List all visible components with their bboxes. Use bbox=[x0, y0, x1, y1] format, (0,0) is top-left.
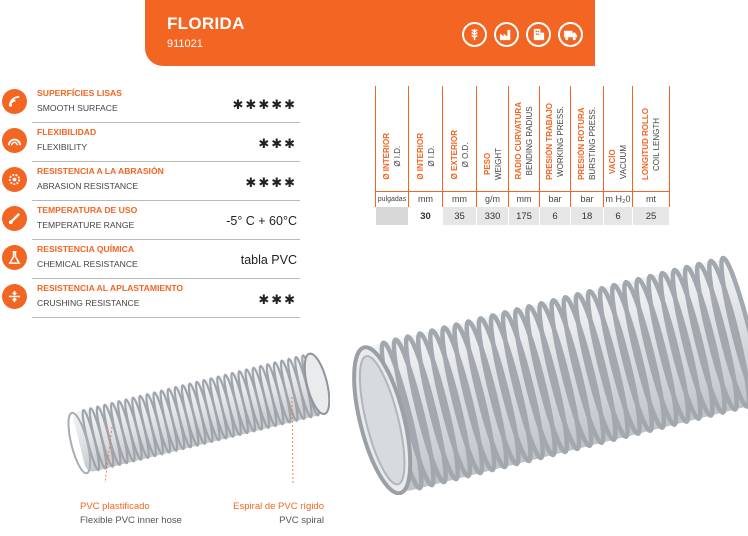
property-label-es: TEMPERATURA DE USO bbox=[37, 205, 138, 215]
spec-data-row bbox=[376, 207, 670, 225]
property-rating: ✱✱✱✱ bbox=[245, 175, 297, 190]
col-unit: bar bbox=[571, 191, 604, 207]
property-label-en: TEMPERATURE RANGE bbox=[37, 220, 135, 230]
property-label-es: RESISTENCIA A LA ABRASIÓN bbox=[37, 166, 164, 176]
col-label-en: VACUUM bbox=[619, 145, 628, 180]
abrasion-icon bbox=[2, 167, 27, 192]
col-value: 330 bbox=[477, 207, 509, 225]
property-chemical bbox=[32, 240, 300, 279]
col-label-es: Ø INTERIOR bbox=[415, 132, 425, 180]
col-value: 6 bbox=[540, 207, 571, 225]
col-value: 175 bbox=[509, 207, 540, 225]
property-value: tabla PVC bbox=[240, 253, 297, 267]
flexibility-icon bbox=[2, 128, 27, 153]
col-label-es: PESO bbox=[482, 152, 492, 175]
building-icon bbox=[526, 22, 551, 47]
col-unit: mm bbox=[443, 191, 477, 207]
col-unit: mt bbox=[633, 191, 670, 207]
industry-icon bbox=[494, 22, 519, 47]
product-title: FLORIDA bbox=[167, 14, 245, 33]
product-header bbox=[145, 0, 595, 66]
col-label-en: BURSTING PRESS. bbox=[588, 106, 597, 180]
col-unit: m H₂0 bbox=[604, 191, 633, 207]
col-unit: bar bbox=[540, 191, 571, 207]
spec-table bbox=[375, 86, 670, 225]
property-label-es: SUPERFÍCIES LISAS bbox=[37, 88, 122, 98]
property-rating: ✱✱✱ bbox=[258, 136, 297, 151]
caption-spiral bbox=[232, 500, 324, 528]
col-value: 25 bbox=[633, 207, 670, 225]
col-label-en: Ø O.D. bbox=[460, 142, 470, 168]
property-flexibility bbox=[32, 123, 300, 162]
hose-closeup-photo bbox=[338, 255, 748, 495]
col-label-es: PRESIÓN ROTURA bbox=[577, 106, 586, 180]
col-value: 18 bbox=[571, 207, 604, 225]
property-temperature bbox=[32, 201, 300, 240]
col-label-es: RADIO CURVATURA bbox=[514, 102, 523, 180]
col-label-es: Ø EXTERIOR bbox=[449, 130, 459, 180]
smooth-surface-icon bbox=[2, 89, 27, 114]
col-value: 35 bbox=[443, 207, 477, 225]
col-label-en: WEIGHT bbox=[493, 147, 503, 180]
spec-header-row bbox=[376, 86, 670, 191]
col-label-en: WORKING PRESS. bbox=[556, 105, 565, 177]
caption-spiral-en: PVC spiral bbox=[279, 515, 324, 526]
property-label-es: FLEXIBILIDAD bbox=[37, 127, 97, 137]
hose-cutaway-photo bbox=[60, 325, 330, 490]
col-label-es: VACÍO bbox=[608, 150, 617, 175]
caption-inner-hose bbox=[80, 500, 182, 528]
property-rating: ✱✱✱ bbox=[258, 292, 297, 307]
truck-icon bbox=[558, 22, 583, 47]
property-label-en: SMOOTH SURFACE bbox=[37, 103, 118, 113]
col-label-en: BENDING RADIUS bbox=[525, 106, 534, 176]
col-value: 6 bbox=[604, 207, 633, 225]
spec-units-row bbox=[376, 191, 670, 207]
property-label-es: RESISTENCIA AL APLASTAMIENTO bbox=[37, 283, 184, 293]
caption-inner-en: Flexible PVC inner hose bbox=[80, 515, 182, 526]
property-label-en: CHEMICAL RESISTANCE bbox=[37, 259, 138, 269]
col-label-en: COIL LENGTH bbox=[652, 116, 661, 171]
chemical-icon bbox=[2, 245, 27, 270]
col-unit: g/m bbox=[477, 191, 509, 207]
col-label-es: PRESIÓN TRABAJO bbox=[545, 102, 554, 180]
property-label-en: FLEXIBILITY bbox=[37, 142, 88, 152]
col-unit: mm bbox=[509, 191, 540, 207]
col-label-en: Ø I.D. bbox=[393, 145, 402, 167]
agriculture-icon bbox=[462, 22, 487, 47]
product-code: 911021 bbox=[167, 38, 203, 50]
caption-spiral-es: Espiral de PVC rígido bbox=[233, 501, 324, 512]
property-smooth-surface bbox=[32, 84, 300, 123]
col-value: 30 bbox=[409, 207, 443, 225]
property-rating: ✱✱✱✱✱ bbox=[232, 97, 297, 112]
properties-list bbox=[0, 84, 300, 318]
col-label-es: LONGITUD ROLLO bbox=[641, 107, 650, 180]
caption-inner-es: PVC plastificado bbox=[80, 501, 150, 512]
application-icons bbox=[462, 22, 583, 47]
crushing-icon bbox=[2, 284, 27, 309]
property-value: -5° C + 60°C bbox=[226, 214, 297, 228]
col-label-en: Ø I.D. bbox=[426, 145, 436, 167]
property-crushing bbox=[32, 279, 300, 318]
property-label-en: ABRASION RESISTANCE bbox=[37, 181, 139, 191]
col-label-es: Ø INTERIOR bbox=[382, 132, 391, 180]
col-unit: mm bbox=[409, 191, 443, 207]
temperature-icon bbox=[2, 206, 27, 231]
col-value bbox=[376, 207, 409, 225]
property-abrasion bbox=[32, 162, 300, 201]
col-unit: pulgadas bbox=[376, 191, 409, 207]
property-label-es: RESISTENCIA QUÍMICA bbox=[37, 244, 135, 254]
property-label-en: CRUSHING RESISTANCE bbox=[37, 298, 140, 308]
